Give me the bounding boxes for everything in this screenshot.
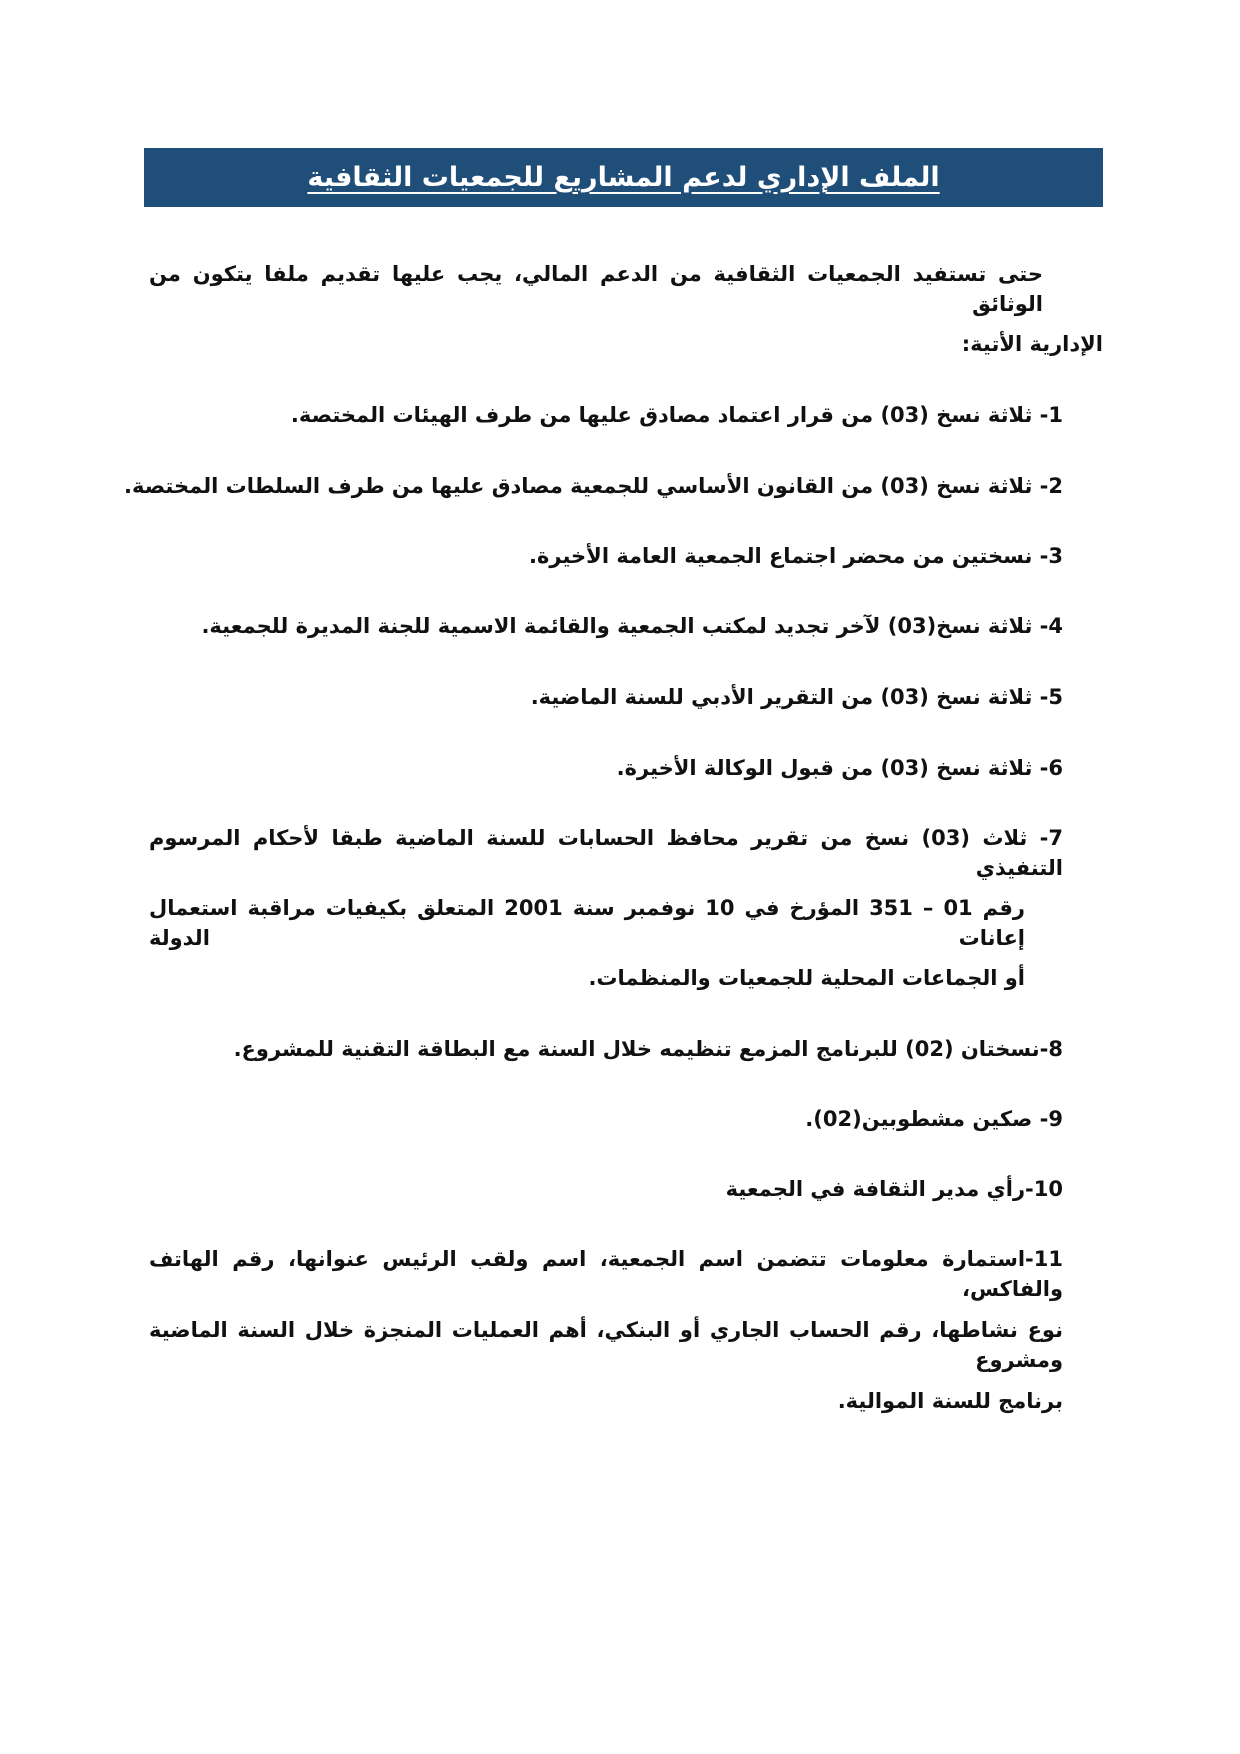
intro-line-2: الإدارية الأتية:	[961, 332, 1103, 356]
list-item-11-line-2: نوع نشاطها، رقم الحساب الجاري أو البنكي، أهم العمليات المنجزة خلال السنة الماضية ومشروع	[149, 1318, 1063, 1372]
list-item-8: 8-نسختان (02) للبرنامج المزمع تنظيمه خلال السنة مع البطاقة التقنية للمشروع.	[233, 1037, 1063, 1061]
document-title: الملف الإداري لدعم المشاريع للجمعيات الثقافية	[307, 162, 940, 193]
list-item-7-line-3: أو الجماعات المحلية للجمعيات والمنظمات.	[588, 966, 1025, 990]
list-item-11-line-3: برنامج للسنة الموالية.	[837, 1389, 1063, 1413]
list-item-3: 3- نسختين من محضر اجتماع الجمعية العامة الأخيرة.	[529, 544, 1063, 568]
intro-line-1: حتى تستفيد الجمعيات الثقافية من الدعم المالي، يجب عليها تقديم ملفا يتكون من الوثائق	[149, 262, 1043, 316]
list-item-6: 6- ثلاثة نسخ (03) من قبول الوكالة الأخيرة.	[616, 756, 1063, 780]
list-item-4: 4- ثلاثة نسخ(03) لآخر تجديد لمكتب الجمعية والقائمة الاسمية للجنة المديرة للجمعية.	[201, 614, 1063, 638]
list-item-9: 9- صكين مشطوبين(02).	[805, 1107, 1063, 1131]
list-item-2: 2- ثلاثة نسخ (03) من القانون الأساسي للجمعية مصادق عليها من طرف السلطات المختصة.	[124, 474, 1063, 498]
list-item-1: 1- ثلاثة نسخ (03) من قرار اعتماد مصادق عليها من طرف الهيئات المختصة.	[290, 403, 1063, 427]
title-banner	[144, 148, 1103, 207]
list-item-11-line-1: 11-استمارة معلومات تتضمن اسم الجمعية، اسم ولقب الرئيس عنوانها، رقم الهاتف والفاكس،	[149, 1247, 1063, 1301]
list-item-5: 5- ثلاثة نسخ (03) من التقرير الأدبي للسنة الماضية.	[530, 685, 1063, 709]
list-item-7-line-1: 7- ثلاث (03) نسخ من تقرير محافظ الحسابات للسنة الماضية طبقا لأحكام المرسوم التنفيذي	[149, 826, 1063, 880]
list-item-10: 10-رأي مدير الثقافة في الجمعية	[725, 1177, 1063, 1201]
list-item-7-line-2: رقم 01 – 351 المؤرخ في 10 نوفمبر سنة 2001 المتعلق بكيفيات مراقبة استعمال إعانات الدولة	[149, 896, 1025, 950]
